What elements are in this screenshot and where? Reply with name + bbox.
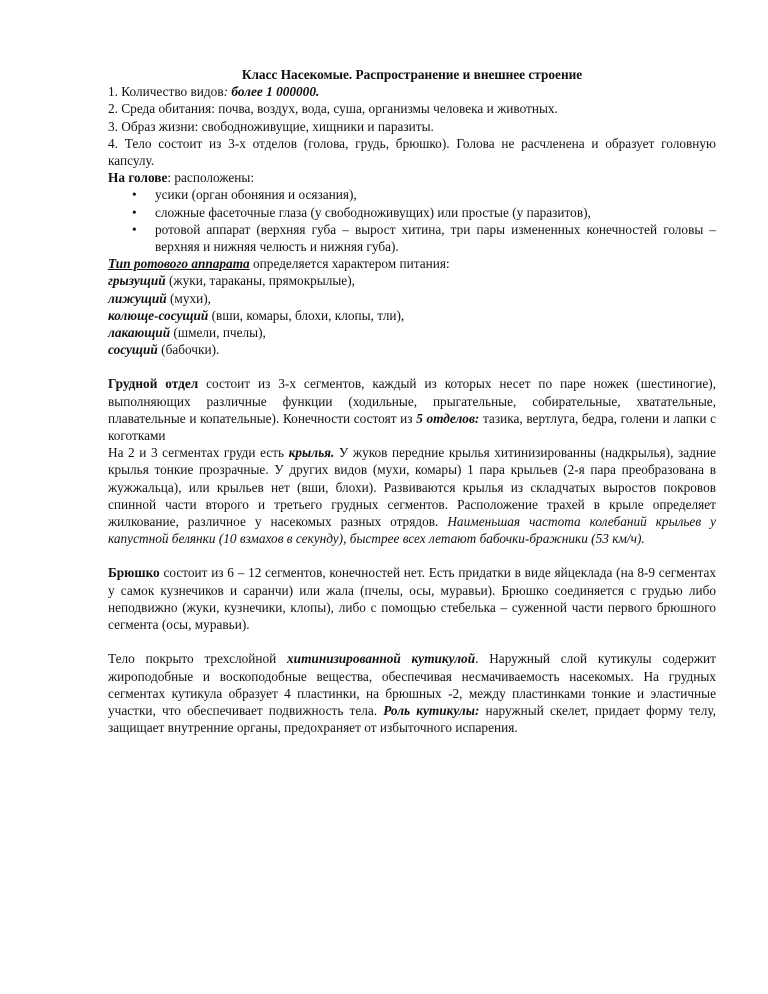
- mouth-type-desc: (мухи),: [166, 290, 211, 306]
- mouth-type-desc: (бабочки).: [157, 342, 220, 358]
- thorax-text: состоит из 3-х сегментов, каждый из которых несет по паре ножек (шестиногие), выполняющих различные функции (ходильные, прыгательные, собирательные, хватательные, плавательные и копательные). Конечности состоят из: [108, 376, 717, 426]
- mouth-type-desc: (вши, комары, блохи, клопы, тли),: [208, 307, 405, 323]
- species-count-value: более 1 000000.: [228, 84, 320, 100]
- thorax-paragraph: [108, 375, 716, 444]
- species-count-label: 1. Количество видов: [108, 84, 224, 100]
- mouth-type: [108, 272, 716, 289]
- bullet-icon: •: [132, 221, 137, 237]
- mouth-type-name: лакающий: [108, 325, 171, 341]
- wings-label: крылья.: [288, 445, 335, 461]
- species-count: [108, 83, 716, 100]
- paragraph-gap: [108, 633, 716, 650]
- wings-text-2: У жуков передние крылья хитинизированны (надкрылья), задние крылья тонкие прозрачные. У других видов (мухи, комары) 1 пара крыльев (2-я пара преобразована в жужжальца), или крыльев нет (вши, блохи). Развиваются крылья из складчатых выростов покровов спинной части второго и третьего грудных сегментов. Расположение трахей в крыле определяет жилкование, различное у насекомых разных отрядов: [108, 445, 717, 530]
- mouth-rest: определяется характером питания:: [249, 256, 450, 272]
- mouth-type: [108, 307, 716, 324]
- list-item: [132, 186, 716, 203]
- habitat: 2. Среда обитания: почва, воздух, вода, суша, организмы человека и животных.: [108, 101, 558, 117]
- cuticle-paragraph: [108, 650, 716, 736]
- mouth-type-name: колюще-сосущий: [108, 307, 209, 323]
- wings-dot: .: [435, 514, 448, 530]
- wings-fact: Наименьшая частота колебаний крыльев у капустной белянки (10 взмахов в секунду), быстрее всех летают бабочки-бражники (53 км/ч).: [108, 514, 716, 547]
- head-label: На голове: [108, 170, 168, 186]
- paragraph-gap: [108, 358, 716, 375]
- mouth-type-name: лижущий: [108, 290, 167, 306]
- wings-text: На 2 и 3 сегментах груди есть: [108, 445, 289, 461]
- head-list: [108, 186, 716, 255]
- lifestyle: 3. Образ жизни: свободноживущие, хищники и паразиты.: [108, 118, 434, 134]
- abdomen-label: Брюшко: [108, 565, 160, 581]
- bullet-icon: •: [132, 204, 137, 220]
- mouth-type: [108, 290, 716, 307]
- mouth-heading: [108, 255, 716, 272]
- abdomen-text: состоит из 6 – 12 сегментов, конечностей нет. Есть придатки в виде яйцеклада (на 8-9 сегментах у самок кузнечиков и саранчи) или жала (пчелы, осы, муравьи). Брюшко соединяется с грудью либо неподвижно (жуки, кузнечики, клопы), либо с помощью стебелька – суженной части первого брюшного сегмента (осы, муравьи).: [108, 565, 716, 633]
- thorax-segments: 5 отделов:: [416, 410, 480, 426]
- thorax-label: Грудной отдел: [108, 376, 199, 392]
- mouth-type-name: грызущий: [108, 273, 166, 289]
- cuticle-text-2: . Наружный слой кутикулы содержит жироподобные и воскоподобные вещества, обеспечивая несмачиваемость насекомых. На грудных сегментах кутикула образует 4 пластинки, на брюшных -2, между пластинками тонкие и эластичные участки, что обеспечивает подвижность тела.: [108, 651, 716, 718]
- paragraph-gap: [108, 547, 716, 564]
- species-count-colon: :: [223, 84, 229, 100]
- body-sections: 4. Тело состоит из 3-х отделов (голова, грудь, брюшко). Голова не расчленена и образует головную капсулу.: [108, 135, 716, 169]
- cuticle-text-3: наружный скелет, придает форму телу, защищает внутренние органы, предохраняет от избыточного испарения.: [108, 702, 716, 736]
- head-rest: : расположены:: [167, 170, 255, 186]
- mouth-type-desc: (шмели, пчелы),: [170, 325, 266, 341]
- head-heading: [108, 169, 716, 186]
- list-item: [132, 204, 716, 221]
- cuticle-text: Тело покрыто трехслойной: [108, 651, 288, 667]
- mouth-label: Тип ротового аппарата: [108, 256, 250, 272]
- cuticle-role-label: Роль кутикулы:: [383, 702, 480, 718]
- abdomen-paragraph: [108, 564, 716, 633]
- list-item: [132, 221, 716, 255]
- mouth-type-desc: (жуки, тараканы, прямокрылые),: [165, 273, 355, 289]
- list-item-text: усики (орган обоняния и осязания),: [155, 187, 357, 203]
- mouth-type-name: сосущий: [108, 342, 158, 358]
- list-item-text: сложные фасеточные глаза (у свободноживущих) или простые (у паразитов),: [155, 204, 591, 220]
- wings-paragraph: [108, 444, 716, 547]
- mouth-type: [108, 341, 716, 358]
- bullet-icon: •: [132, 187, 137, 203]
- list-item-text: ротовой аппарат (верхняя губа – вырост хитина, три пары измененных конечностей головы – верхняя и нижняя челюсть и нижняя губа).: [155, 221, 716, 255]
- mouth-type: [108, 324, 716, 341]
- cuticle-term: хитинизированной кутикулой: [287, 651, 476, 667]
- thorax-text-2: тазика, вертлуга, бедра, голени и лапки с коготками: [108, 410, 716, 444]
- page-title: Класс Насекомые. Распространение и внешнее строение: [241, 67, 583, 82]
